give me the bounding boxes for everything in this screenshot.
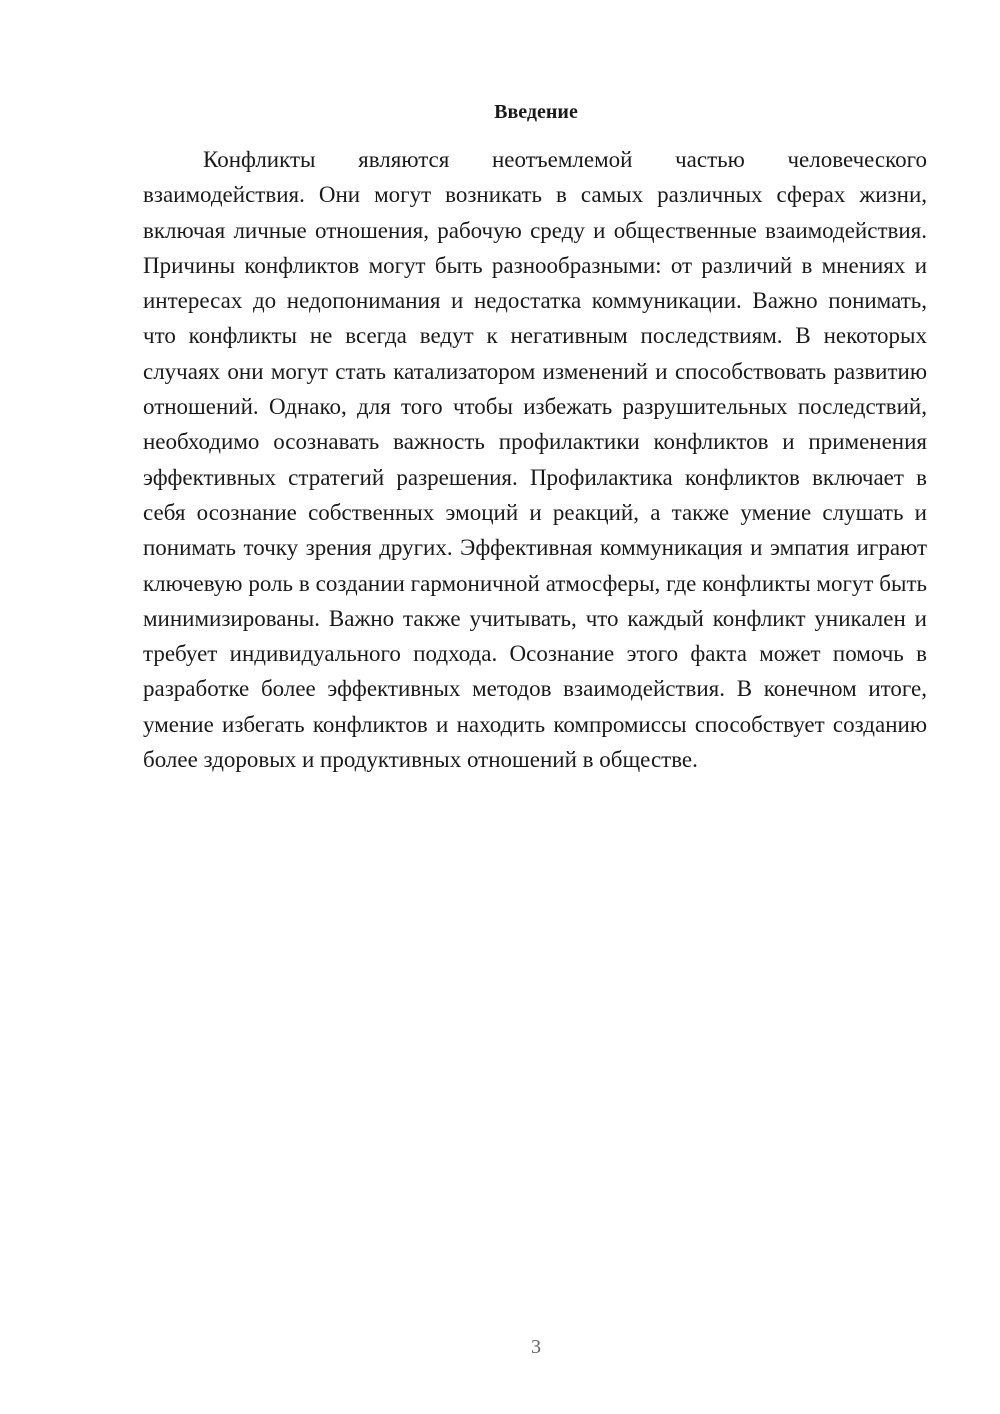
- section-title: Введение: [494, 101, 578, 123]
- body-paragraph: Конфликты являются неотъемлемой частью человеческого взаимодействия. Они могут возникать в самых различных сферах жизни, включая личные отношения, рабочую среду и общественные взаимодействия. Причины конфликтов могут быть разнообразными: от различий в мнениях и интересах до недопонимания и недостатка коммуникации. Важно понимать, что конфликты не всегда ведут к негативным последствиям. В некоторых случаях они могут стать катализатором изменений и способствовать развитию отношений. Однако, для того чтобы избежать разрушительных последствий, необходимо осознавать важность профилактики конфликтов и применения эффективных стратегий разрешения. Профилактика конфликтов включает в себя осознание собственных эмоций и реакций, а также умение слушать и понимать точку зрения других. Эффективная коммуникация и эмпатия играют ключевую роль в создании гармоничной атмосферы, где конфликты могут быть минимизированы. Важно также учитывать, что каждый конфликт уникален и требует индивидуального подхода. Осознание этого факта может помочь в разработке более эффективных методов взаимодействия. В конечном итоге, умение избегать конфликтов и находить компромиссы способствует созданию более здоровых и продуктивных отношений в обществе.: [143, 147, 927, 773]
- page-number: 3: [531, 1336, 541, 1358]
